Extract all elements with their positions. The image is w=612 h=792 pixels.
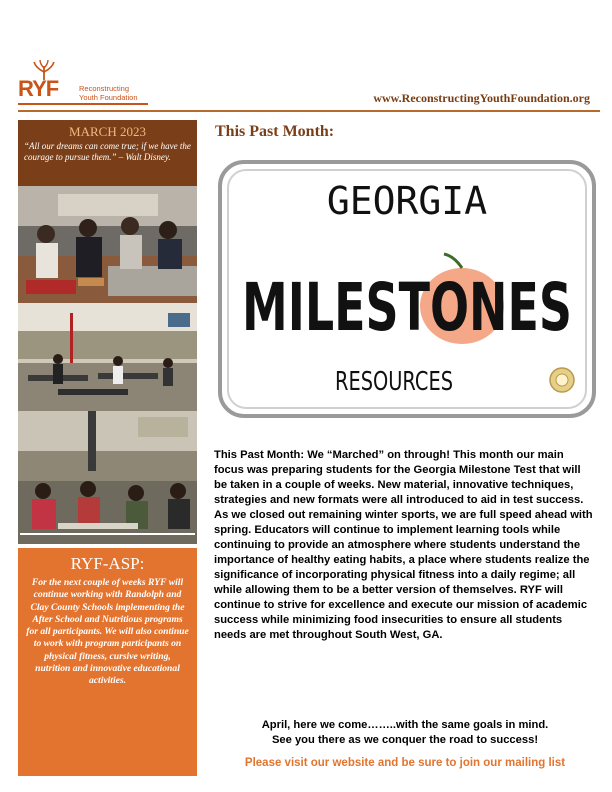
sidebar-header [18,120,197,186]
plate-headline: MILESTONES [242,269,572,346]
logo-name-line2: Youth Foundation [79,93,138,102]
closing-line-2: See you there as we conquer the road to success! [271,734,539,746]
photo-students-seated [18,411,197,544]
logo-letters: RYF [18,76,59,101]
sidebar-quote: “All our dreams can come true; if we have the courage to pursue them.” – Walt Disney. [24,141,191,162]
ryf-logo [18,60,148,106]
website-link[interactable]: www.ReconstructingYouthFoundation.org [373,91,590,105]
plate-subline: RESOURCES [335,367,453,397]
photo-cafeteria-tables [18,303,197,411]
mailing-list-cta[interactable]: Please visit our website and be sure to join our mailing list [244,757,566,769]
milestones-plate-image [216,158,598,420]
issue-month: MARCH 2023 [69,124,146,139]
photo-cafeteria-line [18,186,197,303]
section-title: This Past Month: [215,123,335,140]
logo-underline [18,103,148,105]
asp-box [18,548,197,776]
logo-name [79,84,138,102]
logo-mark [18,60,78,106]
closing-line-1: April, here we come……..with the same goals in mind. [261,719,549,731]
asp-title: RYF-ASP: [70,554,145,573]
logo-name-line1: Reconstructing [79,84,130,93]
header-divider [18,110,600,112]
plate-state: GEORGIA [326,179,488,223]
asp-body: For the next couple of weeks RYF will continue working with Randolph and Clay County Schools implementing the After School and Nutritious programs for all participants. We will also continue to work with program participants on physical fitness, cursive writing, nutrition and innovative educational activities. [26,577,189,687]
article-body: This Past Month: We “Marched” on through! This month our main focus was preparing students for the Georgia Milestone Test that will be taken in a couple of weeks. New material, innovative techniques, strategies and new formats were all introduced to aid in test success. As we closed out remaining winter sports, we are full speed ahead with spring. Educators will continue to implement learning tools while continuing to provide an atmosphere where students understand the importance of healthy eating habits, a place where students realize the significance of incorporating physical fitness into a daily regime; all while allowing them to be a better version of themselves. RYF will continue to strive for excellence and execute our mission of academic success while minimizing food insecurities to ensure all students needs are met throughout South West, GA. [214,449,593,641]
